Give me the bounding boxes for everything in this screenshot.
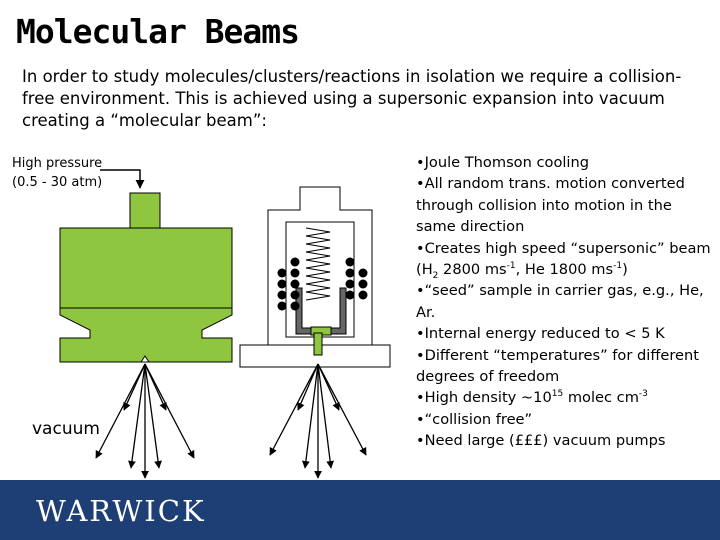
bullet-text: •“collision free”: [416, 410, 533, 428]
superscript: -3: [638, 389, 648, 400]
bullet-item: [416, 409, 716, 430]
bullet-item: [416, 238, 716, 281]
bullet-text: •Joule Thomson cooling: [416, 154, 589, 171]
bullet-item: [416, 387, 716, 408]
superscript: -1: [506, 261, 516, 272]
pulsed-valve: [240, 187, 390, 367]
bullet-text: •All random trans. motion converted through collision into motion in the same direction: [416, 175, 685, 236]
pressure-label-line2: (0.5 - 30 atm): [12, 175, 103, 190]
intro-text: In order to study molecules/clusters/reactions in isolation we require a collision-free environment. This is achieved using a supersonic expansion into vacuum creating a “molecular beam”:: [22, 67, 682, 130]
expansion-arrows-left: [96, 364, 194, 478]
bullet-text: •Internal energy reduced to < 5 K: [416, 325, 665, 343]
bullet-text: •Creates high speed “supersonic” beam (H: [416, 239, 711, 279]
gas-inlet-tube: [130, 193, 160, 228]
bullet-text: •“seed” sample in carrier gas, e.g., He, Ar.: [416, 282, 704, 321]
chamber-body: [60, 228, 232, 308]
vacuum-label: vacuum: [32, 419, 100, 439]
bullet-text: 2800 ms: [438, 261, 507, 279]
bullet-text: ): [622, 261, 628, 279]
bullet-text: molec cm: [563, 389, 639, 407]
pressure-pointer-line: [100, 170, 140, 188]
bullet-text: •Different “temperatures” for different degrees of freedom: [416, 346, 699, 386]
bullet-text: •Need large (£££) vacuum pumps: [416, 432, 666, 450]
bullet-item: [416, 173, 716, 237]
nozzle-channel: [314, 333, 322, 355]
superscript: -1: [613, 261, 623, 272]
bullet-item: [416, 152, 716, 173]
high-pressure-chamber: [60, 193, 232, 362]
bullet-list: [416, 152, 716, 452]
bullet-item: [416, 323, 716, 344]
superscript: 15: [551, 389, 564, 400]
expansion-arrows-right: [270, 364, 366, 478]
warwick-logo: WARWICK: [36, 494, 206, 528]
bullet-text: •High density ~10: [416, 389, 552, 407]
bullet-text: , He 1800 ms: [515, 261, 614, 279]
bullet-item: [416, 430, 716, 451]
pressure-label-line1: High pressure: [12, 156, 103, 171]
subscript: 2: [432, 270, 439, 281]
slide-title: Molecular Beams: [16, 12, 300, 51]
chamber-taper: [60, 308, 232, 362]
bullet-item: [416, 345, 716, 388]
bullet-item: [416, 280, 716, 323]
